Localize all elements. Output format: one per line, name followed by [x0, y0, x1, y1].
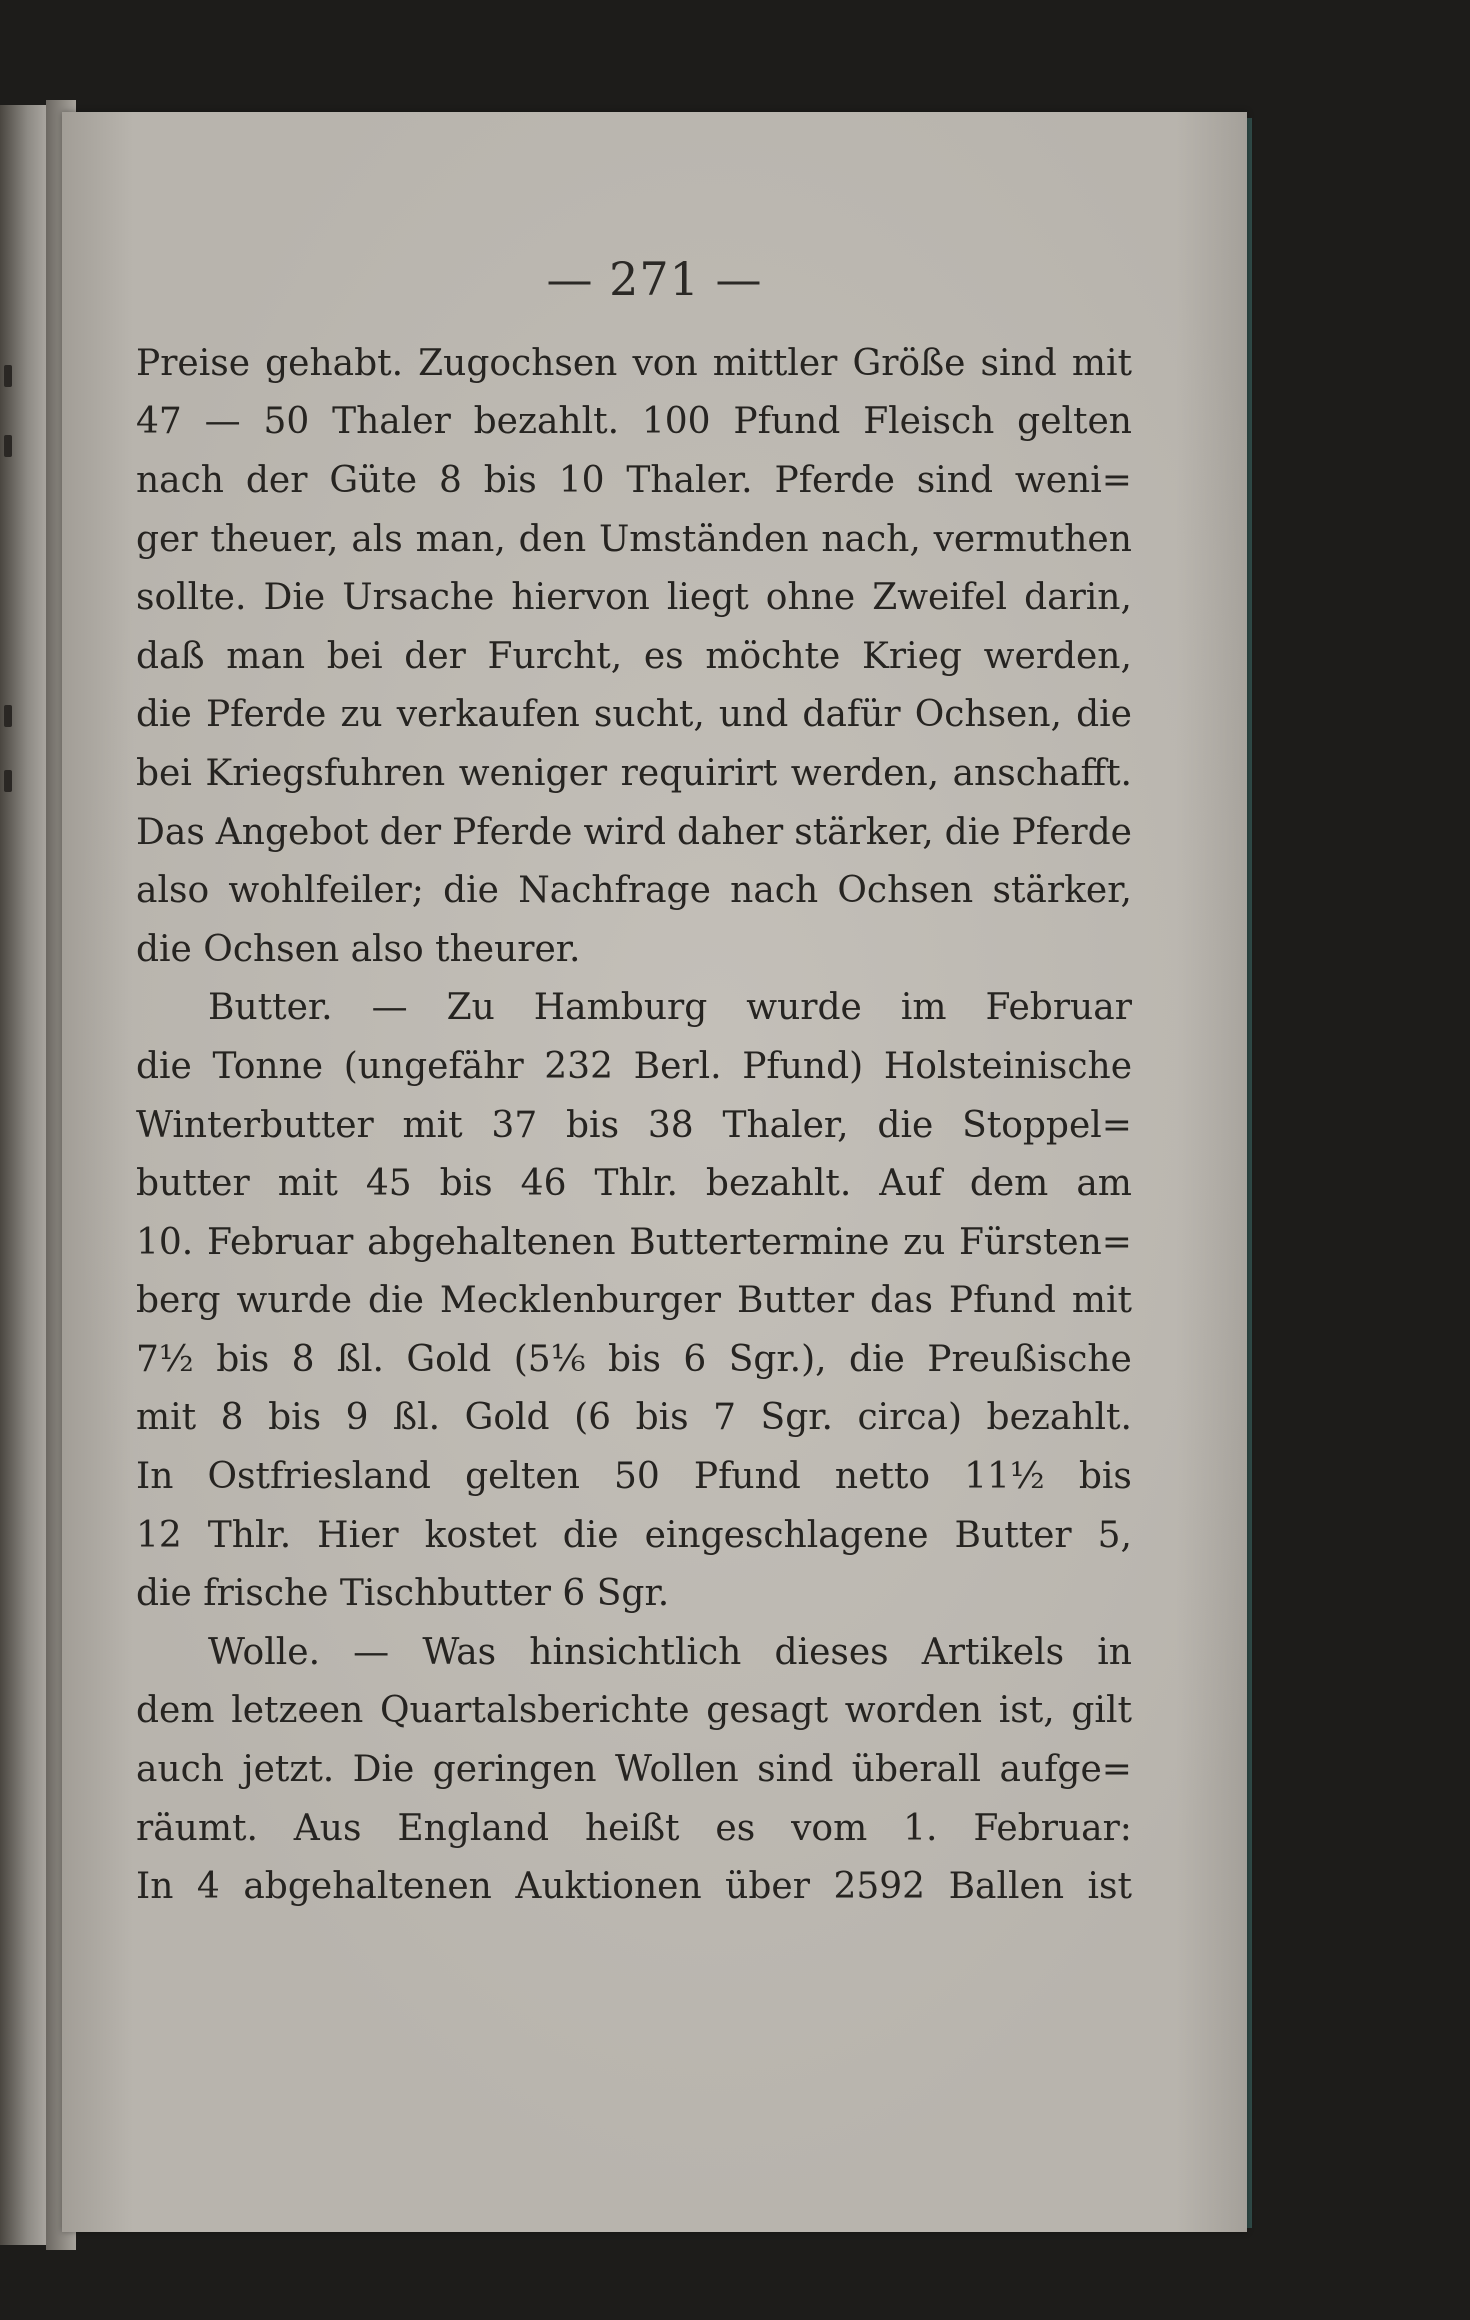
word: nach,	[821, 518, 921, 560]
word: Gold	[464, 1397, 550, 1439]
word: 12	[136, 1514, 182, 1556]
word: Pfund	[733, 401, 841, 443]
word: ger	[136, 518, 198, 560]
word: gilt	[1071, 1690, 1132, 1732]
word: mittler	[712, 342, 838, 384]
word: 50	[263, 401, 310, 443]
text-line	[136, 1506, 1132, 1565]
word: ohne	[765, 577, 856, 619]
word: Hier	[317, 1514, 399, 1556]
word: als	[351, 518, 403, 560]
word: circa)	[857, 1397, 963, 1439]
text-line	[136, 1389, 1132, 1448]
word: Ursache	[342, 577, 495, 619]
word: die	[368, 1280, 424, 1322]
word: bei	[136, 752, 192, 794]
word: die	[136, 1045, 192, 1087]
word: bis	[566, 1104, 620, 1146]
word: daß	[136, 635, 205, 677]
word: darin,	[1024, 577, 1132, 619]
word: Februar	[985, 987, 1132, 1029]
word: mit	[277, 1163, 338, 1205]
word: eingeschlagene	[644, 1514, 929, 1556]
word: auch	[136, 1749, 224, 1791]
word: Auf	[879, 1163, 942, 1205]
word: Pferde	[774, 459, 895, 501]
word: Die	[263, 577, 326, 619]
word: stärker,	[992, 870, 1132, 912]
word: und	[718, 694, 789, 736]
word: Ballen	[948, 1866, 1065, 1908]
word: bis	[607, 1338, 661, 1380]
word: man,	[415, 518, 506, 560]
word: England	[397, 1807, 550, 1849]
word: ßl.	[393, 1397, 441, 1439]
text-line	[136, 1213, 1132, 1272]
word: 10	[558, 459, 605, 501]
previous-page-edge	[0, 105, 46, 2245]
text-line	[136, 1037, 1132, 1096]
text-line: die frische Tischbutter 6 Sgr.	[136, 1573, 670, 1615]
word: Gold	[406, 1338, 492, 1380]
text-line	[136, 1096, 1132, 1155]
word: mit	[1071, 1280, 1132, 1322]
word: Butter.	[208, 987, 333, 1029]
word: den	[518, 518, 587, 560]
word: bis	[216, 1338, 270, 1380]
word: Butter	[736, 1280, 855, 1322]
word: Pfund	[948, 1280, 1056, 1322]
word: bezahlt.	[473, 401, 620, 443]
text-line	[136, 1330, 1132, 1389]
word: 8	[220, 1397, 244, 1439]
word: Winterbutter	[136, 1104, 374, 1146]
word: vermuthen	[933, 518, 1132, 560]
word: Güte	[329, 459, 418, 501]
word: räumt.	[136, 1807, 258, 1849]
word: der	[245, 459, 308, 501]
text-line	[136, 1857, 1132, 1916]
bleed-through-mark	[4, 705, 12, 727]
word: wohlfeiler;	[228, 870, 424, 912]
word: Auktionen	[515, 1866, 702, 1908]
word: die	[877, 1104, 934, 1146]
word: wird	[583, 811, 667, 853]
book-page	[62, 112, 1247, 2232]
word: 7	[713, 1397, 737, 1439]
word: Thaler	[332, 401, 451, 443]
word: geringen	[432, 1749, 597, 1791]
word: heißt	[584, 1807, 680, 1849]
word: Februar:	[973, 1807, 1132, 1849]
word: von	[632, 342, 698, 384]
word: berg	[136, 1280, 221, 1322]
text-line	[136, 1740, 1132, 1799]
word: bei	[326, 635, 383, 677]
word: 45	[365, 1163, 412, 1205]
word: letzeen	[231, 1690, 364, 1732]
word: Thlr.	[207, 1514, 292, 1556]
word: sind	[980, 342, 1057, 384]
word: Ochsen	[837, 870, 974, 912]
word: Sgr.),	[728, 1338, 827, 1380]
word: —	[353, 1631, 390, 1673]
word: 38	[647, 1104, 694, 1146]
word: Nachfrage	[518, 870, 711, 912]
word: bis	[439, 1163, 493, 1205]
word: 4	[196, 1866, 220, 1908]
word: Pfund)	[742, 1045, 864, 1087]
word: abgehaltenen	[367, 1221, 616, 1263]
word: bis	[1078, 1456, 1132, 1498]
word: im	[900, 987, 947, 1029]
word: stärker,	[794, 811, 934, 853]
word: butter	[136, 1163, 250, 1205]
word: Pferde	[452, 811, 573, 853]
word: 11½	[964, 1456, 1045, 1498]
word: bis	[268, 1397, 322, 1439]
word: Angebot	[215, 811, 369, 853]
word: der	[404, 635, 466, 677]
word: sind	[916, 459, 993, 501]
word: Pferde	[1011, 811, 1132, 853]
word: werden,	[983, 635, 1132, 677]
word: mit	[402, 1104, 463, 1146]
word: Zugochsen	[418, 342, 618, 384]
word: Butter	[954, 1514, 1072, 1556]
word: Thlr.	[594, 1163, 678, 1205]
text-line: die Ochsen also theurer.	[136, 928, 581, 970]
bleed-through-mark	[4, 435, 12, 457]
word: mit	[1071, 342, 1132, 384]
word: theuer,	[210, 518, 339, 560]
word: es	[643, 635, 684, 677]
text-line	[136, 686, 1132, 745]
word: man	[226, 635, 306, 677]
word: über	[725, 1866, 810, 1908]
word: am	[1076, 1163, 1132, 1205]
bleed-through-mark	[4, 365, 12, 387]
word: in	[1097, 1631, 1132, 1673]
word: die	[443, 870, 499, 912]
word: es	[715, 1807, 756, 1849]
word: worden	[844, 1690, 983, 1732]
word: netto	[834, 1456, 931, 1498]
word: 7½	[136, 1338, 194, 1380]
word: wurde	[746, 987, 862, 1029]
word: gelten	[465, 1456, 580, 1498]
word: Umständen	[598, 518, 809, 560]
word: Sgr.	[760, 1397, 833, 1439]
word: Das	[136, 811, 205, 853]
text-line	[136, 1682, 1132, 1741]
word: —	[204, 401, 241, 443]
text-line	[136, 1272, 1132, 1331]
word: die	[944, 811, 1001, 853]
word: möchte	[705, 635, 841, 677]
word: 2592	[833, 1866, 926, 1908]
word: verkaufen	[396, 694, 580, 736]
word: gesagt	[706, 1690, 829, 1732]
word: —	[371, 987, 408, 1029]
word: Furcht,	[487, 635, 623, 677]
text-line	[136, 1623, 1132, 1682]
word: gelten	[1017, 401, 1132, 443]
word: wurde	[236, 1280, 353, 1322]
word: mit	[136, 1397, 197, 1439]
word: (6	[574, 1397, 612, 1439]
text-line	[136, 861, 1132, 920]
word: Zu	[446, 987, 495, 1029]
word: Tonne	[212, 1045, 324, 1087]
word: ist,	[998, 1690, 1055, 1732]
bleed-through-mark	[4, 770, 12, 792]
word: Wollen	[614, 1749, 739, 1791]
word: 6	[683, 1338, 707, 1380]
word: 5,	[1097, 1514, 1132, 1556]
word: weni=	[1014, 459, 1132, 501]
word: abgehaltenen	[243, 1866, 492, 1908]
word: Stoppel=	[962, 1104, 1132, 1146]
word: bis	[635, 1397, 689, 1439]
word: sollte.	[136, 577, 247, 619]
word: aufge=	[999, 1749, 1132, 1791]
text-line	[136, 568, 1132, 627]
word: jetzt.	[242, 1749, 335, 1791]
word: dieses	[774, 1631, 889, 1673]
text-line	[136, 393, 1132, 452]
word: Quartalsberichte	[380, 1690, 690, 1732]
word: Ochsen,	[914, 694, 1062, 736]
word: 8	[438, 459, 462, 501]
word: Thaler,	[722, 1104, 849, 1146]
text-line	[136, 1447, 1132, 1506]
word: In	[136, 1456, 174, 1498]
text-line	[136, 627, 1132, 686]
word: dafür	[802, 694, 901, 736]
word: (ungefähr	[343, 1045, 524, 1087]
word: Berl.	[633, 1045, 722, 1087]
word: 9	[345, 1397, 369, 1439]
word: Pfund	[693, 1456, 801, 1498]
word: 1.	[903, 1807, 938, 1849]
word: In	[136, 1866, 174, 1908]
word: ßl.	[336, 1338, 384, 1380]
word: 8	[291, 1338, 315, 1380]
word: nach	[136, 459, 224, 501]
word: requirirt	[620, 752, 778, 794]
word: hinsichtlich	[529, 1631, 742, 1673]
word: also	[136, 870, 210, 912]
text-line	[136, 334, 1132, 393]
word: weniger	[458, 752, 608, 794]
word: 50	[613, 1456, 660, 1498]
word: (5⅙	[513, 1338, 586, 1380]
word: Pferde	[205, 694, 327, 736]
text-line	[136, 1154, 1132, 1213]
word: Thaler.	[626, 459, 753, 501]
word: Größe	[852, 342, 966, 384]
word: die	[136, 694, 192, 736]
word: Kriegsfuhren	[205, 752, 446, 794]
word: die	[848, 1338, 905, 1380]
word: dem	[136, 1690, 215, 1732]
word: Ostfriesland	[207, 1456, 431, 1498]
word: Holsteinische	[883, 1045, 1132, 1087]
word: Preise	[136, 342, 251, 384]
word: 100	[641, 401, 711, 443]
word: daher	[677, 811, 784, 853]
word: Was	[422, 1631, 497, 1673]
word: anschafft.	[952, 752, 1132, 794]
page-number: — 271 —	[546, 252, 763, 306]
word: Preußische	[927, 1338, 1132, 1380]
word: 46	[520, 1163, 567, 1205]
word: nach	[730, 870, 819, 912]
word: zu	[340, 694, 383, 736]
word: hiervon	[511, 577, 650, 619]
word: Mecklenburger	[439, 1280, 722, 1322]
word: der	[379, 811, 442, 853]
word: Hamburg	[533, 987, 708, 1029]
word: ist	[1087, 1866, 1132, 1908]
word: Artikels	[921, 1631, 1065, 1673]
word: Fürsten=	[958, 1221, 1132, 1263]
word: zu	[903, 1221, 946, 1263]
word: 37	[491, 1104, 538, 1146]
text-line	[136, 803, 1132, 862]
word: 232	[544, 1045, 613, 1087]
word: Krieg	[861, 635, 962, 677]
word: sucht,	[593, 694, 705, 736]
text-line	[136, 744, 1132, 803]
word: Aus	[293, 1807, 362, 1849]
word: bezahlt.	[986, 1397, 1132, 1439]
word: Februar	[206, 1221, 354, 1263]
text-line	[136, 979, 1132, 1038]
word: bezahlt.	[705, 1163, 852, 1205]
word: liegt	[666, 577, 749, 619]
word: gehabt.	[265, 342, 404, 384]
text-line	[136, 510, 1132, 569]
word: bis	[483, 459, 537, 501]
word: die	[1076, 694, 1132, 736]
word: dem	[969, 1163, 1049, 1205]
word: die	[562, 1514, 619, 1556]
text-line	[136, 451, 1132, 510]
body-text	[136, 334, 1132, 1916]
word: überall	[851, 1749, 982, 1791]
word: Zweifel	[872, 577, 1008, 619]
word: Buttertermine	[629, 1221, 890, 1263]
word: 10.	[136, 1221, 194, 1263]
text-line	[136, 1799, 1132, 1858]
word: sind	[757, 1749, 834, 1791]
word: kostet	[424, 1514, 537, 1556]
word: Die	[352, 1749, 415, 1791]
word: Fleisch	[863, 401, 995, 443]
word: werden,	[790, 752, 940, 794]
word: 47	[136, 401, 182, 443]
word: vom	[791, 1807, 868, 1849]
word: das	[869, 1280, 933, 1322]
word: Wolle.	[208, 1631, 321, 1673]
